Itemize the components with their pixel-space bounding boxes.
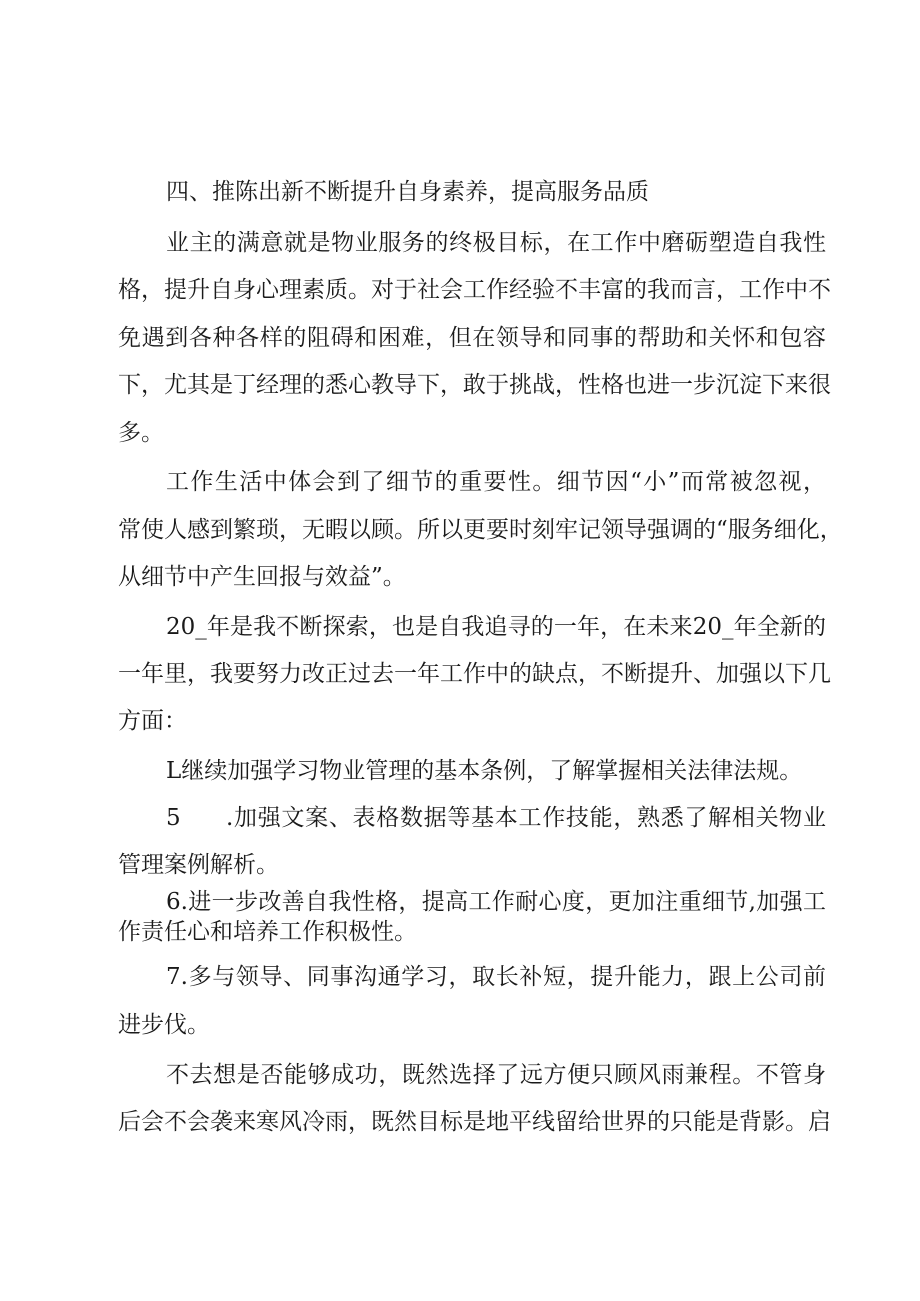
paragraph-line: 从细节中产生回报与效益”。 (118, 564, 406, 590)
list-item: L继续加强学习物业管理的基本条例，了解掌握相关法律法规。 (166, 758, 803, 784)
paragraph-line: 免遇到各种各样的阻碍和困难，但在领导和同事的帮助和关怀和包容 (118, 325, 826, 351)
list-item: 6.进一步改善自我性格，提高工作耐心度，更加注重细节,加强工 (166, 889, 826, 915)
list-item: 进步伐。 (118, 1012, 210, 1038)
paragraph-line: 格，提升自身心理素质。对于社会工作经验不丰富的我而言，工作中不 (118, 277, 831, 303)
paragraph-line: 一年里，我要努力改正过去一年工作中的缺点，不断提升、加强以下几 (118, 661, 831, 687)
list-item: 管理案例解析。 (118, 852, 279, 878)
paragraph-line: 常使人感到繁琐，无暇以顾。所以更要时刻牢记领导强调的“服务细化， (118, 517, 843, 543)
list-item: 7.多与领导、同事沟通学习，取长补短，提升能力，跟上公司前 (166, 964, 826, 990)
paragraph-line: 工作生活中体会到了细节的重要性。细节因“小”而常被忽视， (166, 469, 826, 495)
list-item: .加强文案、表格数据等基本工作技能，熟悉了解相关物业 (226, 805, 826, 831)
paragraph-line: 不去想是否能够成功，既然选择了远方便只顾风雨兼程。不管身 (166, 1062, 826, 1088)
list-item-number: 5 (166, 805, 181, 831)
paragraph-line: 业主的满意就是物业服务的终极目标，在工作中磨砺塑造自我性 (166, 230, 826, 256)
list-item: 作责任心和培养工作积极性。 (118, 919, 417, 945)
paragraph-line: 后会不会袭来寒风冷雨，既然目标是地平线留给世界的只能是背影。启 (118, 1109, 831, 1135)
paragraph-line: 下，尤其是丁经理的悉心教导下，敢于挑战，性格也进一步沉淀下来很 (118, 372, 831, 398)
paragraph-line: 多。 (118, 420, 164, 446)
paragraph-line: 方面： (118, 708, 187, 734)
section-heading: 四、推陈出新不断提升自身素养，提高服务品质 (166, 179, 649, 205)
paragraph-line: 20_年是我不断探索，也是自我追寻的一年，在未来20_年全新的 (166, 614, 826, 640)
